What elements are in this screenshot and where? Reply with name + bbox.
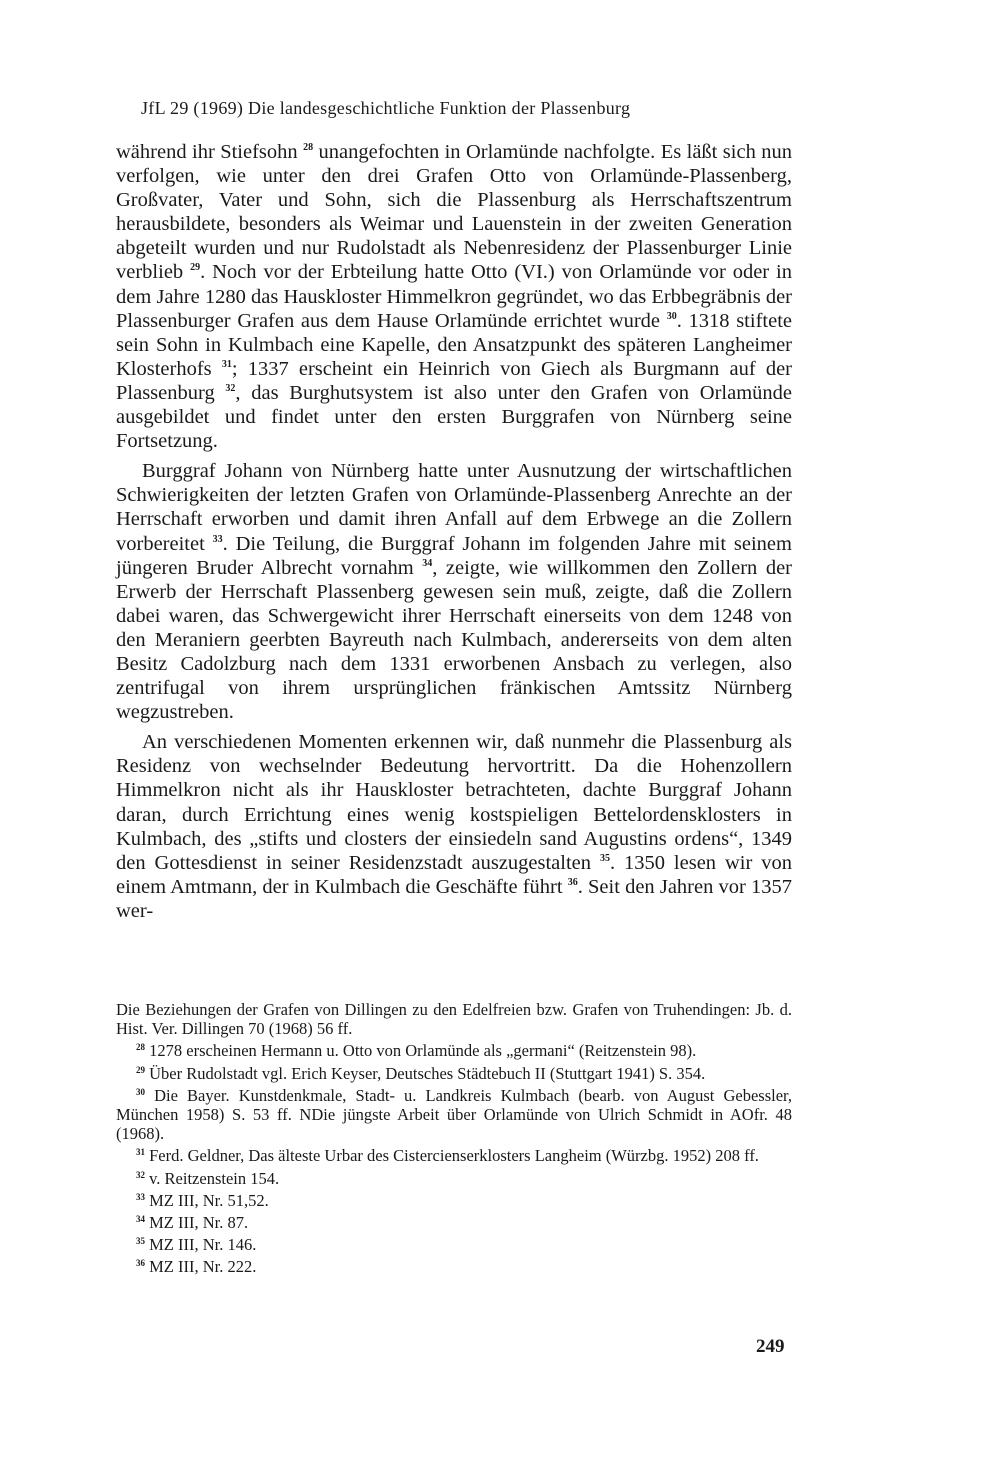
footnote [116,1169,792,1188]
footnote-number: 33 [136,1191,145,1202]
footnote-ref: 30 [666,310,677,322]
paragraph [116,140,792,453]
paragraph-text: ; 1337 erscheint ein Heinrich von Giech als Burgmann auf der Plassenburg [116,357,792,404]
footnote [116,1000,792,1038]
footnote-ref: 35 [599,852,610,864]
paragraph [116,730,792,923]
footnote-ref: 31 [221,358,232,370]
footnote-ref: 34 [422,557,433,569]
paragraph-text: . 1350 lesen wir von einem Amtmann, der in Kulmbach die Geschäfte führt [116,851,792,898]
footnote-ref: 36 [567,876,578,888]
body-text [116,140,792,923]
paragraph-text: Burggraf Johann von Nürnberg hatte unter Ausnutzung der wirtschaftlichen Schwierigkeiten der letzten Grafen von Orlamünde-Plassenberg Anrechte an der Herrschaft erworben und damit ihren Anfall auf dem Erbwege an die Zollern vorbereitet [116,460,792,555]
footnote-text: MZ III, Nr. 146. [149,1235,257,1255]
paragraph-text: . Noch vor der Erbteilung hatte Otto (VI.) von Orlamünde vor oder in dem Jahre 1280 das Hauskloster Himmelkron gegründet, wo das Erbbegräbnis der Plassenburger Grafen aus dem Hause Orlamünde errichtet wurde [116,261,792,332]
footnote [116,1191,792,1210]
paragraph-text: . Die Teilung, die Burggraf Johann im folgenden Jahre mit seinem jüngeren Bruder Albrecht vornahm [116,532,792,579]
footnote [116,1257,792,1276]
footnote-text: Über Rudolstadt vgl. Erich Keyser, Deutsches Städtebuch II (Stuttgart 1941) S. 354. [149,1063,706,1083]
footnote-number: 32 [136,1169,145,1180]
paragraph-text: An verschiedenen Momenten erkennen wir, daß nunmehr die Plassenburg als Residenz von wechselnder Bedeutung hervortritt. Da die Hohenzollern Himmelkron nicht als ihr Hauskloster betrachteten, dachte Burggraf Johann daran, durch Errichtung eines wenig kostspieligen Bettelordensklosters in Kulmbach, des „stifts und closters der einsiedeln sand Augustins ordens“, 1349 den Gottesdienst in seiner Residenzstadt auszugestalten [116,731,792,874]
footnote-ref: 29 [190,262,201,274]
footnote-ref: 33 [212,533,223,545]
footnote-number: 28 [136,1042,145,1053]
footnote [116,1041,792,1060]
footnote-text: MZ III, Nr. 222. [149,1257,257,1277]
footnote-number: 36 [136,1258,145,1269]
footnote [116,1235,792,1254]
footnote-text: Die Beziehungen der Grafen von Dillingen zu den Edelfreien bzw. Grafen von Truhendingen: Jb. d. Hist. Ver. Dillingen 70 (1968) 56 ff. [116,1000,792,1039]
footnote [116,1086,792,1144]
paragraph-text: . Seit den Jahren vor 1357 wer- [116,875,792,922]
paragraph-text: , das Burghutsystem ist also unter den Grafen von Orlamünde ausgebildet und findet unter den ersten Burggrafen von Nürnberg seine Fortsetzung. [116,381,792,453]
footnote-text: 1278 erscheinen Hermann u. Otto von Orlamünde als „germani“ (Reitzenstein 98). [149,1041,697,1061]
paragraph-text: . 1318 stiftete sein Sohn in Kulmbach eine Kapelle, den Ansatzpunkt des späteren Langheimer Klosterhofs [116,309,792,380]
footnote-number: 30 [136,1086,145,1097]
footnote-text: Die Bayer. Kunstdenkmale, Stadt- u. Landkreis Kulmbach (bearb. von August Gebessler, München 1958) S. 53 ff. NDie jüngste Arbeit über Orlamünde von Ulrich Schmidt in AOfr. 48 (1968). [116,1085,792,1144]
footnote-number: 29 [136,1064,145,1075]
footnote-ref: 28 [303,142,314,153]
footnote-text: v. Reitzenstein 154. [149,1168,280,1188]
page-number: 249 [756,1336,785,1357]
paragraph-text: unangefochten in Orlamünde nachfolgte. Es läßt sich nun verfolgen, wie unter den drei Grafen Otto von Orlamünde-Plassenberg, Großvater, Vater und Sohn, sich die Plassenburg als Herrschaftszentrum herausbildete, besonders als Weimar und Lauenstein in der zweiten Generation abgeteilt wurden und nur Rudolstadt als Nebenresidenz der Plassenburger Linie verblieb [116,141,792,284]
footnote-number: 35 [136,1236,145,1247]
footnote-text: Ferd. Geldner, Das älteste Urbar des Cistercienserklosters Langheim (Würzbg. 1952) 208 ff. [149,1146,759,1166]
footnote [116,1146,792,1165]
footnote-number: 31 [136,1147,145,1158]
paragraph [116,459,792,724]
running-header: JfL 29 (1969) Die landesgeschichtliche Funktion der Plassenburg [141,98,631,118]
footnotes [116,1000,792,1280]
paragraph-text: , zeigte, wie willkommen den Zollern der Erwerb der Herrschaft Plassenberg gewesen sein muß, zeigte, daß die Zollern dabei waren, das Schwergewicht ihrer Herrschaft einerseits von dem 1248 von den Meraniern geerbten Bayreuth nach Kulmbach, andererseits von dem alten Besitz Cadolzburg nach dem 1331 erworbenen Ansbach zu verlegen, also zentrifugal von ihrem ursprünglichen fränkischen Amtssitz Nürnberg wegzustreben. [116,556,792,724]
footnote-ref: 32 [225,382,236,394]
paragraph-text: während ihr Stiefsohn [116,141,304,163]
footnote [116,1213,792,1232]
footnote [116,1064,792,1083]
footnote-text: MZ III, Nr. 51,52. [149,1190,269,1210]
footnote-text: MZ III, Nr. 87. [149,1213,249,1233]
footnote-number: 34 [136,1214,145,1225]
